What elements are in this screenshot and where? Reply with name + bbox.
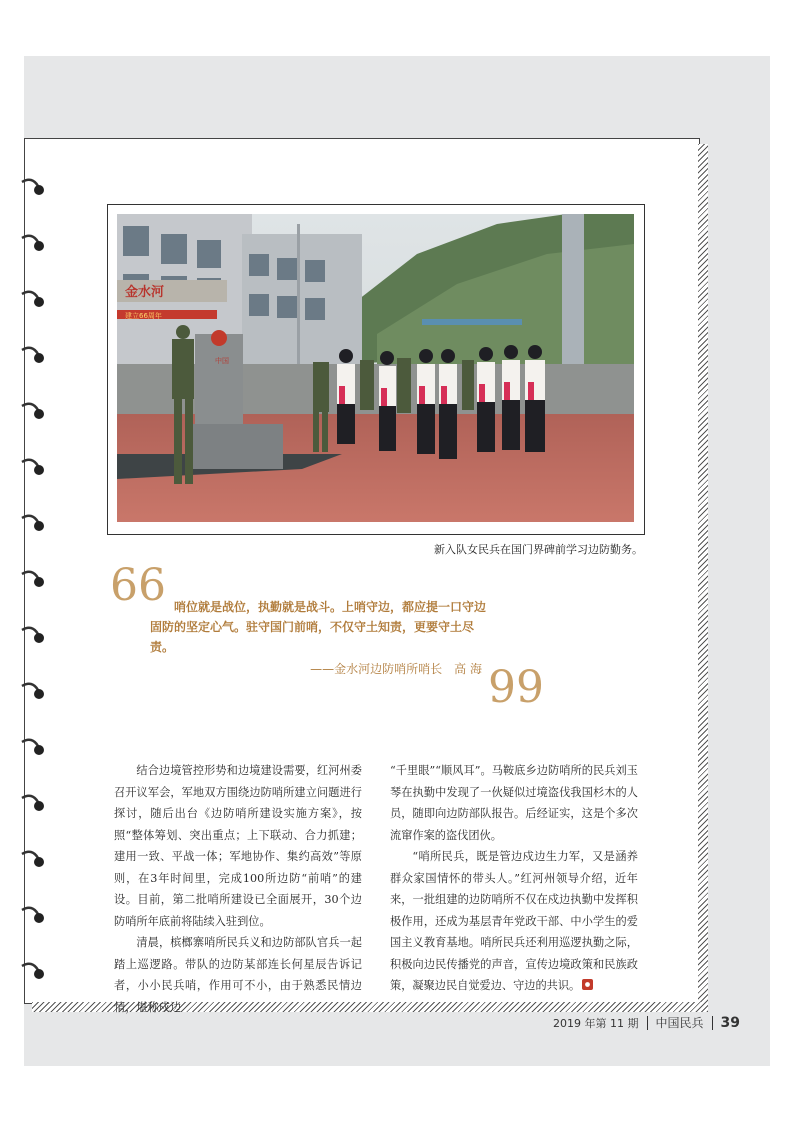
photo-sign-text: 金水河 [125, 285, 165, 300]
paragraph-text: “哨所民兵，既是管边戍边生力军，又是涵养群众家国情怀的带头人。”红河州领导介绍，近年来，一批组建的边防哨所不仅在戍边执勤中发挥积极作用，还成为基层青年党政干部、中小学生的爱国主义教育基地。哨所民兵还利用巡逻执勤之际，积极向边民传播党的声音，宣传边境政策和民族政策，凝聚边民自觉爱边、守边的共识。 [390, 850, 638, 992]
footer-divider [647, 1016, 648, 1030]
card-shadow-right [698, 144, 708, 1012]
open-quote-icon: 66 [110, 560, 166, 611]
binding-ring-icon [20, 848, 46, 870]
binding-ring-icon [20, 680, 46, 702]
binding-ring-icon [20, 960, 46, 982]
article-column-right [390, 760, 638, 997]
binding-ring-icon [20, 904, 46, 926]
binding-ring-icon [20, 400, 46, 422]
photo-marker-text: 中国 [215, 357, 229, 365]
binding-ring-icon [20, 624, 46, 646]
issue-label: 2019 年第 11 期 [553, 1016, 639, 1030]
close-quote-icon: 99 [488, 662, 544, 713]
quote-attribution: ——金水河边防哨所哨长 高 海 [310, 662, 482, 676]
border-marker-photo [117, 214, 634, 522]
page-footer [553, 1014, 740, 1031]
end-mark-icon [582, 979, 593, 990]
binding-ring-icon [20, 344, 46, 366]
binding-ring-icon [20, 792, 46, 814]
binding-ring-icon [20, 232, 46, 254]
paragraph-continuation: “千里眼”“顺风耳”。马鞍底乡边防哨所的民兵刘玉琴在执勤中发现了一伙疑似过境盗伐我国杉木的人员，随即向边防部队报告。后经证实，这是个多次流窜作案的盗伐团伙。 [390, 764, 638, 842]
binding-ring-icon [20, 176, 46, 198]
article-column-left [114, 760, 362, 1018]
paragraph: 结合边境管控形势和边境建设需要，红河州委召开议军会，军地双方围绕边防哨所建立问题进行探讨，随后出台《边防哨所建设实施方案》，按照“整体筹划、突出重点；上下联动、合力抓建；建用一致、平战一体；军地协作、集约高效”等原则，在3年时间里，完成100所边防“前哨”的建设。目前，第二批哨所建设已全面展开，30个边防哨所年底前将陆续入驻到位。 [114, 764, 362, 928]
footer-divider [712, 1016, 713, 1030]
paragraph [390, 846, 638, 997]
binding-ring-icon [20, 288, 46, 310]
photo-caption: 新入队女民兵在国门界碑前学习边防勤务。 [434, 543, 643, 556]
magazine-name: 中国民兵 [655, 1016, 704, 1030]
page-number: 39 [720, 1014, 740, 1031]
photo-frame [107, 204, 645, 535]
binding-ring-icon [20, 568, 46, 590]
binding-ring-icon [20, 736, 46, 758]
binding-ring-icon [20, 456, 46, 478]
paragraph: 清晨，槟榔寨哨所民兵义和边防部队官兵一起踏上巡逻路。带队的边防某部连长何星辰告诉记者，小小民兵哨，作用可不小，由于熟悉民情边情，堪称戍边 [114, 936, 362, 1014]
pull-quote: 哨位就是战位，执勤就是战斗。上哨守边，都应提一口守边固防的坚定心气。驻守国门前哨，不仅守土知责，更要守土尽责。 [150, 600, 487, 654]
photo-sign-subtext: 建立66周年 [125, 312, 162, 320]
binding-ring-icon [20, 512, 46, 534]
